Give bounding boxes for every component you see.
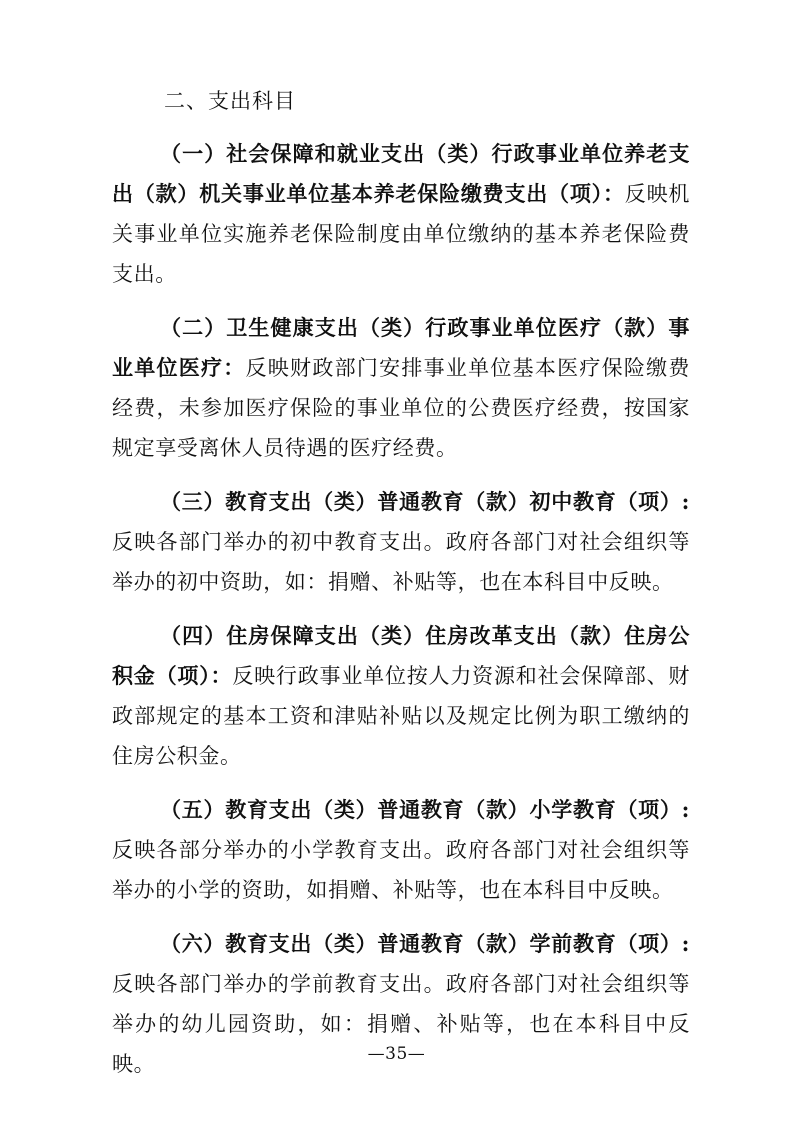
- section-heading: 二、支出科目: [164, 89, 296, 113]
- item-title: （六）教育支出（类）普通教育（款）学前教育（项）:: [160, 931, 690, 956]
- item-title: （五）教育支出（类）普通教育（款）小学教育（项）:: [160, 797, 690, 822]
- item-description: 反映机关事业单位实施养老保险制度由单位缴纳的基本养老保险费支出。: [112, 182, 690, 286]
- item-description: 反映行政事业单位按人力资源和社会保障部、财政部规定的基本工资和津贴补贴以及规定比例为职工缴纳的住房公积金。: [112, 664, 690, 768]
- expense-item-4: [112, 616, 690, 776]
- item-description: 反映各部分举办的小学教育支出。政府各部门对社会组织等举办的小学的资助，如捐赠、补贴等，也在本科目中反映。: [112, 838, 690, 902]
- item-title: （三）教育支出（类）普通教育（款）初中教育（项）:: [160, 489, 690, 514]
- item-title: （二）卫生健康支出（类）行政事业单位医疗（款）事业单位医疗：: [112, 315, 690, 380]
- expense-item-5: [112, 790, 690, 910]
- expense-item-2: [112, 308, 690, 468]
- page-number: —35—: [367, 1044, 426, 1064]
- item-description: 反映财政部门安排事业单位基本医疗保险缴费经费，未参加医疗保险的事业单位的公费医疗经费，按国家规定享受离休人员待遇的医疗经费。: [112, 356, 691, 460]
- item-title: （四）住房保障支出（类）住房改革支出（款）住房公积金（项）：: [112, 623, 690, 688]
- item-title: （一）社会保障和就业支出（类）行政事业单位养老支出（款）机关事业单位基本养老保险缴费支出（项）：: [112, 141, 690, 206]
- expense-item-1: [112, 134, 690, 294]
- document-page: [112, 86, 690, 1098]
- expense-item-3: [112, 482, 690, 602]
- item-description: 反映各部门举办的初中教育支出。政府各部门对社会组织等举办的初中资助，如：捐赠、补贴等，也在本科目中反映。: [112, 530, 690, 594]
- item-description: 反映各部门举办的学前教育支出。政府各部门对社会组织等举办的幼儿园资助，如：捐赠、补贴等，也在本科目中反映。: [112, 972, 690, 1076]
